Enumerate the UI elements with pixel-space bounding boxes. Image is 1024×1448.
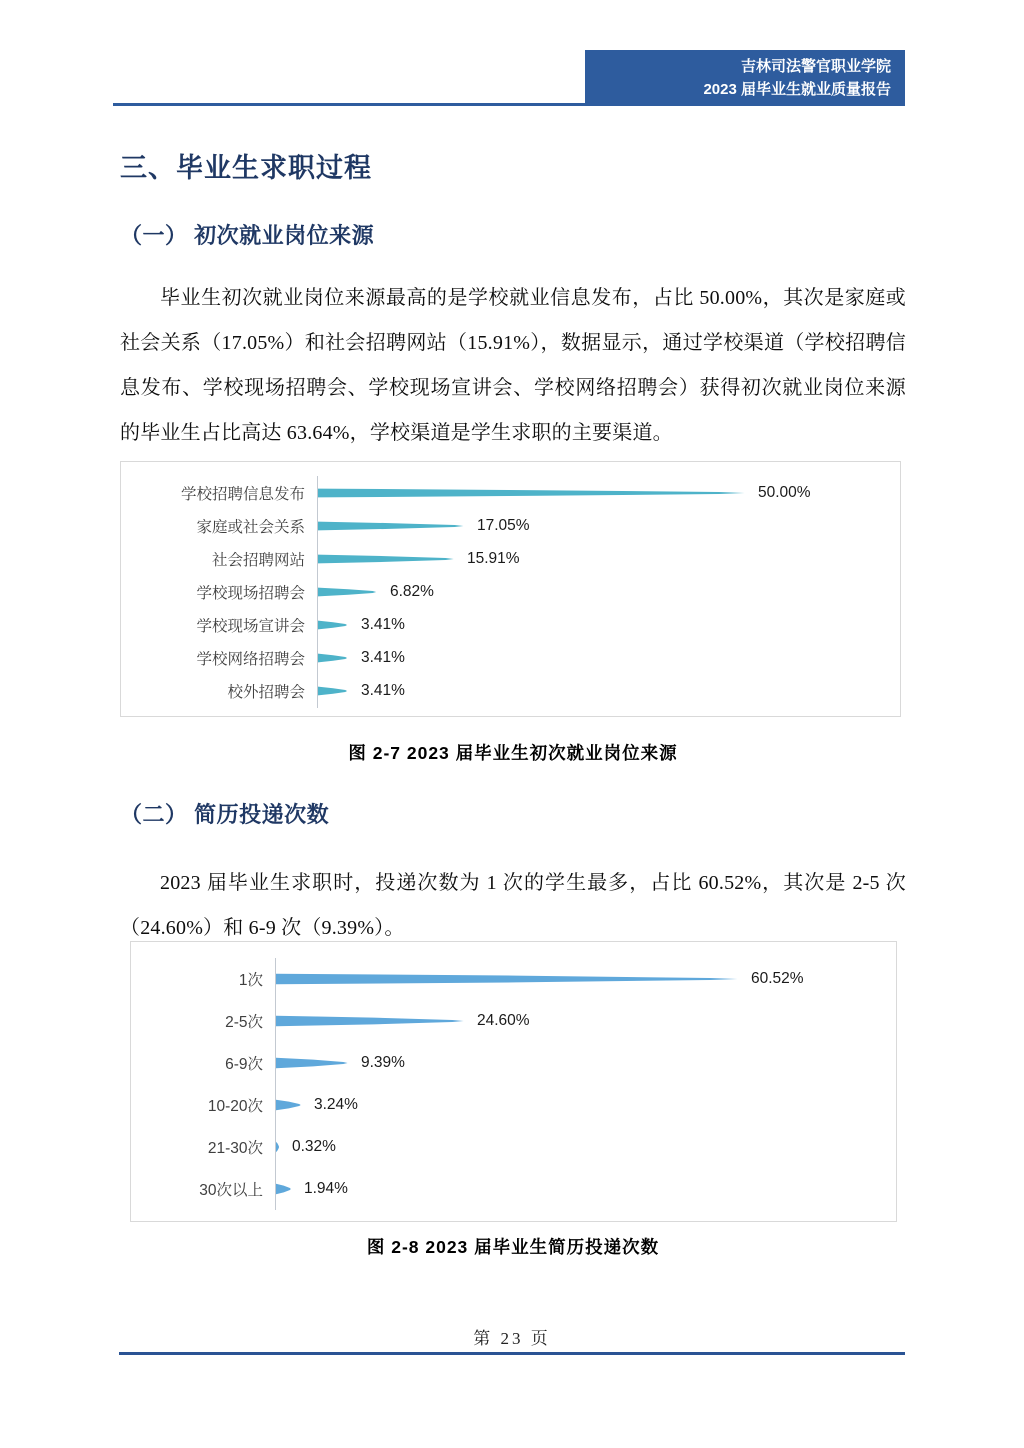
- chart-category-label: 6-9次: [225, 1056, 263, 1073]
- bar-shape: [318, 686, 348, 696]
- chart-plot: [275, 958, 896, 1210]
- value-label: 60.52%: [751, 970, 804, 987]
- bar-shape: [276, 1141, 279, 1153]
- chart-bar-row: [318, 476, 900, 509]
- footer-rule: [119, 1352, 905, 1355]
- value-label: 0.32%: [292, 1138, 336, 1155]
- value-label: 50.00%: [758, 483, 811, 501]
- bar-shape: [318, 620, 348, 630]
- value-label: 15.91%: [467, 549, 520, 567]
- value-label: 6.82%: [390, 582, 434, 600]
- chart-category-labels: [121, 476, 317, 708]
- chart-bar-row: [318, 675, 900, 708]
- page-title: 三、毕业生求职过程: [120, 153, 372, 183]
- chart-category-label: 10-20次: [207, 1098, 263, 1115]
- figure-caption-2-7: 图 2-7 2023 届毕业生初次就业岗位来源: [348, 743, 678, 763]
- chart-category-labels: [131, 958, 275, 1210]
- chart-bar-row: [276, 1000, 896, 1042]
- bar-shape: [276, 1183, 291, 1195]
- value-label: 1.94%: [304, 1180, 348, 1197]
- page-number: 第 23 页: [473, 1329, 551, 1348]
- paragraph-resume-count: 2023 届毕业生求职时，投递次数为 1 次的学生最多，占比 60.52%，其次是 2-5 次（24.60%）和 6-9 次（9.39%）。: [120, 872, 906, 939]
- bar-shape: [318, 653, 348, 663]
- chart-category-label: 1次: [238, 972, 263, 989]
- bar-shape: [276, 1015, 464, 1027]
- bar-shape: [318, 554, 454, 564]
- chart-bar-row: [276, 1168, 896, 1210]
- chart-bar-row: [276, 1042, 896, 1084]
- chart-bar-row: [318, 642, 900, 675]
- value-label: 3.41%: [361, 682, 405, 700]
- chart-bar-row: [318, 609, 900, 642]
- chart-bar-row: [276, 958, 896, 1000]
- chart-area: [131, 942, 896, 1221]
- paragraph-job-source: 毕业生初次就业岗位来源最高的是学校就业信息发布，占比 50.00%，其次是家庭或社会关系（17.05%）和社会招聘网站（15.91%），数据显示，通过学校渠道（学校招聘信息发布、学校现场招聘会、学校现场宣讲会、学校网络招聘会）获得初次就业岗位来源的毕业生占比高达 63.64%，学校渠道是学生求职的主要渠道。: [120, 287, 906, 444]
- chart-initial-job-source: [120, 461, 901, 717]
- header-rule: [113, 103, 905, 106]
- chart-category-label: 校外招聘会: [227, 684, 305, 702]
- bar-shape: [318, 521, 464, 531]
- chart-area: [121, 462, 900, 716]
- chart-category-label: 21-30次: [207, 1140, 263, 1157]
- value-label: 3.41%: [361, 616, 405, 634]
- chart-bar-row: [318, 575, 900, 608]
- bar-shape: [318, 488, 745, 498]
- chart-bar-row: [318, 509, 900, 542]
- bar-shape: [276, 1057, 348, 1069]
- value-label: 3.41%: [361, 649, 405, 667]
- chart-category-label: 2-5次: [225, 1014, 263, 1031]
- chart-category-label: 社会招聘网站: [211, 551, 305, 569]
- chart-category-label: 学校网络招聘会: [196, 651, 305, 669]
- header-school-name: 吉林司法警官职业学院: [740, 58, 891, 75]
- chart-category-label: 学校招聘信息发布: [180, 485, 305, 503]
- bar-shape: [276, 1099, 301, 1111]
- chart-bar-row: [276, 1126, 896, 1168]
- value-label: 24.60%: [477, 1012, 530, 1029]
- bar-shape: [318, 587, 377, 597]
- header-banner: [585, 50, 905, 106]
- chart-plot: [317, 476, 900, 708]
- chart-category-label: 家庭或社会关系: [196, 518, 305, 536]
- value-label: 3.24%: [314, 1096, 358, 1113]
- section-heading-job-source: （一） 初次就业岗位来源: [120, 223, 375, 248]
- chart-category-label: 30次以上: [199, 1182, 263, 1199]
- chart-resume-submissions: [130, 941, 897, 1222]
- bar-shape: [276, 973, 738, 985]
- figure-caption-2-8: 图 2-8 2023 届毕业生简历投递次数: [366, 1237, 660, 1257]
- chart-bar-row: [276, 1084, 896, 1126]
- value-label: 9.39%: [361, 1054, 405, 1071]
- value-label: 17.05%: [477, 516, 530, 534]
- chart-category-label: 学校现场招聘会: [196, 584, 305, 602]
- chart-category-label: 学校现场宣讲会: [196, 618, 305, 636]
- header-report-title: 2023 届毕业生就业质量报告: [703, 81, 891, 98]
- chart-bar-row: [318, 542, 900, 575]
- section-heading-resume-count: （二） 简历投递次数: [120, 802, 330, 827]
